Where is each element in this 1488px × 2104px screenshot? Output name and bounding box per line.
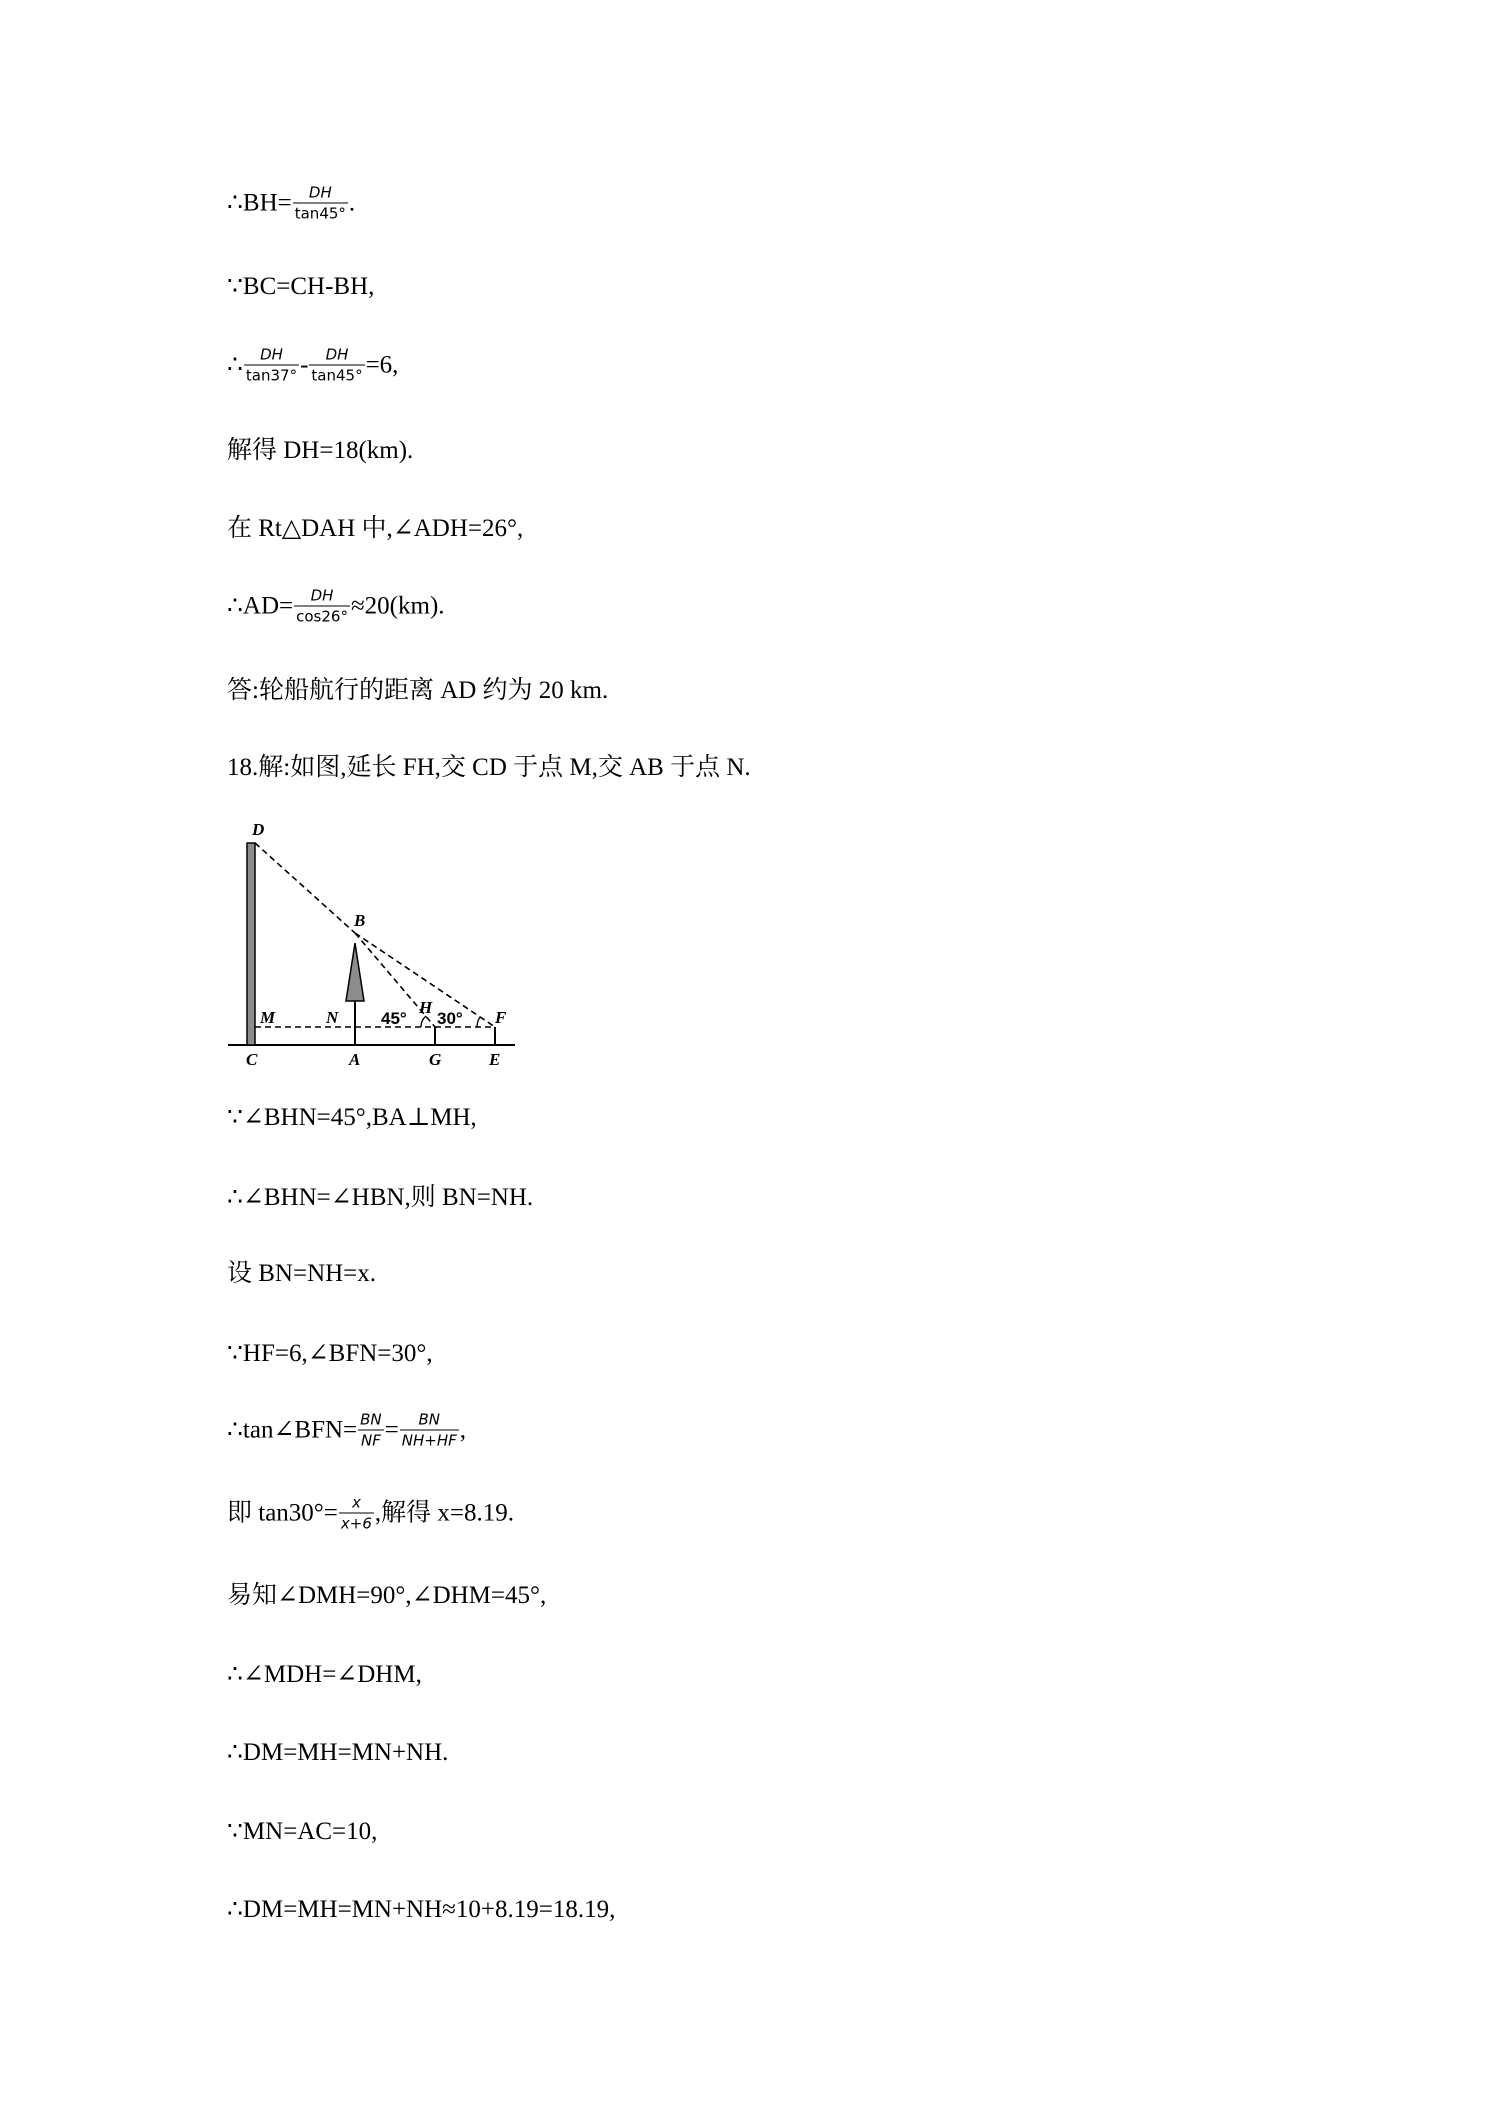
- label-f: F: [495, 1008, 507, 1027]
- line-18: ∵MN=AC=10,: [227, 1818, 378, 1845]
- label-b: B: [354, 911, 366, 930]
- line-11: 设 BN=NH=x.: [227, 1260, 377, 1287]
- label-angle-30: 30°: [437, 1009, 463, 1028]
- line-16: ∴∠MDH=∠DHM,: [227, 1661, 422, 1688]
- building-cd: [247, 843, 255, 1045]
- line-4: 解得 DH=18(km).: [227, 437, 414, 464]
- label-angle-45: 45°: [381, 1009, 407, 1028]
- geometry-figure: [225, 818, 525, 1068]
- line-10: ∴∠BHN=∠HBN,则 BN=NH.: [227, 1184, 534, 1211]
- line-8: 18.解:如图,延长 FH,交 CD 于点 M,交 AB 于点 N.: [227, 754, 751, 781]
- line-17: ∴DM=MH=MN+NH.: [227, 1739, 449, 1766]
- line-9: ∵∠BHN=45°,BA⊥MH,: [227, 1104, 477, 1131]
- fraction: $\frac{DH}{\cos 26^\circ}$: [296, 586, 348, 626]
- label-g: G: [429, 1050, 442, 1068]
- line-7: 答:轮船航行的距离 AD 约为 20 km.: [227, 677, 609, 704]
- label-e: E: [489, 1050, 501, 1068]
- label-d: D: [252, 820, 265, 839]
- label-m: M: [260, 1008, 276, 1027]
- label-a: A: [349, 1050, 361, 1068]
- line-12: ∵HF=6,∠BFN=30°,: [227, 1340, 433, 1367]
- label-c: C: [246, 1050, 258, 1068]
- angle-arc-h: [421, 1016, 426, 1027]
- label-h: H: [419, 998, 433, 1017]
- line-5: 在 Rt△DAH 中,∠ADH=26°,: [227, 515, 524, 542]
- angle-arc-f: [477, 1017, 480, 1027]
- fraction: $\frac{DH}{\tan 37^\circ}$: [245, 345, 298, 385]
- dashed-db: [255, 843, 355, 933]
- label-n: N: [326, 1008, 339, 1027]
- fraction: $\frac{x}{x+6}$: [340, 1493, 372, 1533]
- tree-shape: [346, 943, 364, 1001]
- line-1: ∴BH= $\frac{DH}{\tan 45^\circ}$ .: [227, 183, 356, 223]
- line-13: ∴tan∠BFN= $\frac{BN}{NF}$ = $\frac{BN}{NH+HF}$ ,: [227, 1410, 466, 1450]
- line-2: ∵BC=CH-BH,: [227, 273, 375, 300]
- line-6: ∴AD= $\frac{DH}{\cos 26^\circ}$ ≈20(km).: [227, 586, 445, 626]
- fraction: $\frac{BN}{NH+HF}$: [401, 1410, 457, 1450]
- line-14: 即 tan30°= $\frac{x}{x+6}$ ,解得 x=8.19.: [227, 1493, 514, 1533]
- fraction: $\frac{DH}{\tan 45^\circ}$: [311, 345, 363, 385]
- fraction: $\frac{DH}{\tan 45^\circ}$: [294, 183, 346, 223]
- line-19: ∴DM=MH=MN+NH≈10+8.19=18.19,: [227, 1896, 616, 1923]
- line-15: 易知∠DMH=90°,∠DHM=45°,: [227, 1582, 547, 1609]
- line-3: ∴ $\frac{DH}{\tan 37^\circ}$ - $\frac{DH}{\tan 45^\circ}$ =6,: [227, 345, 399, 385]
- fraction: $\frac{BN}{NF}$: [360, 1410, 382, 1450]
